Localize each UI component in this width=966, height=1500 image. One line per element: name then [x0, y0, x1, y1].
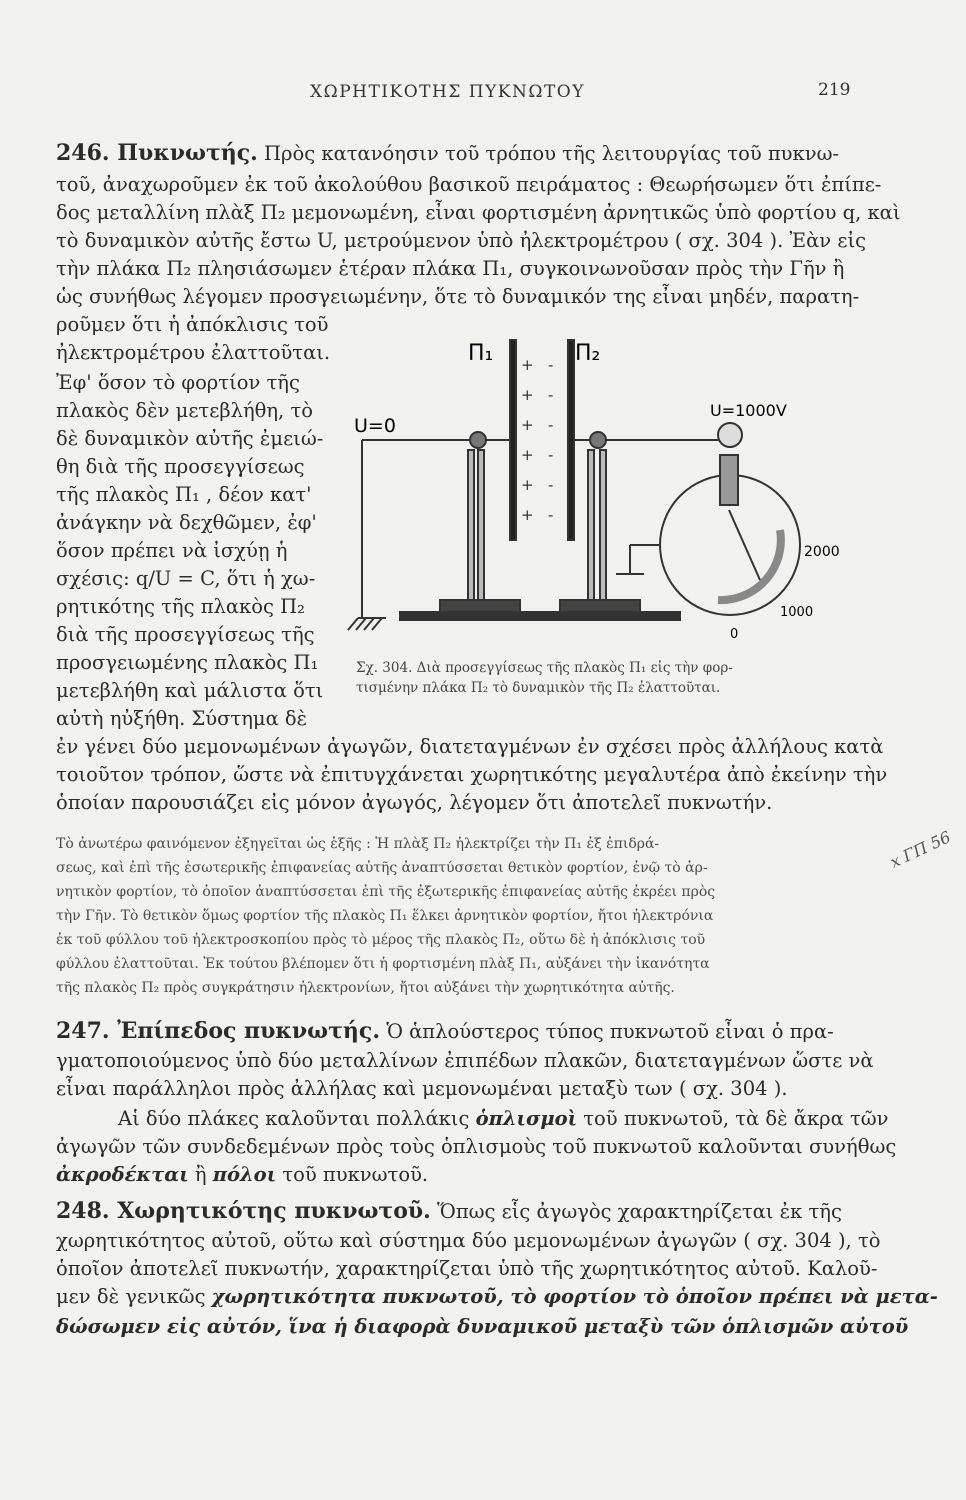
paragraph-line	[56, 1162, 856, 1188]
page-number: 219	[818, 80, 851, 100]
label-p1: Π₁	[468, 341, 494, 366]
paragraph-line: αὐτὴ ηὐξήθη. Σύστημα δὲ	[56, 707, 308, 730]
paragraph-line: δος μεταλλίνη πλὰξ Π₂ μεμονωμένη, εἶναι φορτισμένη ἀρνητικῶς ὑπὸ φορτίου q, καὶ	[56, 201, 901, 224]
paragraph-line: ἠλεκτρομέτρου ἐλαττοῦται.	[56, 341, 331, 364]
paragraph-line: ἀνάγκην νὰ δεχθῶμεν, ἐφ'	[56, 511, 317, 534]
note-line: ἐκ τοῦ φύλλου τοῦ ἠλεκτροσκοπίου πρὸς τὸ μέρος τῆς πλακὸς Π₂, οὕτω δὲ ἡ ἀπόκλισις τοῦ	[56, 932, 706, 948]
p1-insulator	[468, 450, 474, 600]
paragraph-line: ὅσον πρέπει νὰ ἰσχύῃ ἡ	[56, 539, 288, 562]
p1-insulator	[478, 450, 484, 600]
electrometer-knob	[718, 423, 742, 447]
paragraph-line: τὴν πλάκα Π₂ πλησιάσωμεν ἑτέραν πλάκα Π₁, συγκοινωνοῦσαν πρὸς τὴν Γῆν ἢ	[56, 257, 845, 280]
paragraph-line: διὰ τῆς προσεγγίσεως τῆς	[56, 623, 315, 646]
paragraph-line: ὁποίαν παρουσιάζει εἰς μόνον ἀγωγός, λέγομεν ὅτι ἀποτελεῖ πυκνωτήν.	[56, 791, 773, 814]
electrometer-scale	[718, 530, 781, 600]
figure-304	[340, 330, 860, 660]
note-line: νητικὸν φορτίον, τὸ ὁποῖον ἀναπτύσσεται ἐπὶ τῆς ἐξωτερικῆς ἐπιφανείας αὐτῆς ἐκρέει πρὸς	[56, 884, 716, 900]
section-246-heading: 246. Πυκνωτής.	[56, 140, 258, 166]
paragraph-line: πλακὸς δὲν μετεβλήθη, τὸ	[56, 399, 313, 422]
figure-caption-line-2: τισμένην πλάκα Π₂ τὸ δυναμικὸν τῆς Π₂ ἐλαττοῦται.	[356, 680, 721, 696]
note-line: τῆς πλακὸς Π₂ πρὸς συγκράτησιν ἠλεκτρονίων, ἤτοι αὐξάνει τὴν χωρητικότητα αὐτῆς.	[56, 980, 675, 996]
section-248-heading: 248. Χωρητικότης πυκνωτοῦ.	[56, 1198, 431, 1224]
plate-p1	[510, 340, 516, 540]
paragraph-line: θη διὰ τῆς προσεγγίσεως	[56, 455, 305, 478]
p2-base	[560, 600, 640, 612]
text-span: τοῦ πυκνωτοῦ, τὰ δὲ ἄκρα τῶν	[583, 1107, 889, 1130]
paragraph-line: ροῦμεν ὅτι ἡ ἀπόκλισις τοῦ	[56, 313, 329, 336]
section-248-text: Ὅπως εἷς ἀγωγὸς χαρακτηρίζεται ἐκ τῆς	[437, 1200, 842, 1223]
term-akrodektai: ἀκροδέκται	[56, 1163, 189, 1186]
paragraph-line	[56, 1284, 938, 1310]
scale-label-1000: 1000	[780, 605, 814, 620]
p2-insulator	[600, 450, 606, 600]
definition-emphasis: δώσωμεν εἰς αὐτόν, ἵνα ἡ διαφορὰ δυναμικοῦ μεταξὺ τῶν ὁπλισμῶν αὐτοῦ	[56, 1315, 909, 1338]
minus-sign: -	[548, 386, 554, 404]
text-span: μεν δὲ γενικῶς	[56, 1285, 206, 1308]
handwritten-margin-note: x ΓΠ 56	[887, 827, 954, 872]
term-oplismoi: ὁπλισμοὶ	[475, 1107, 578, 1130]
paragraph-line: ὁποῖον ἀποτελεῖ πυκνωτήν, χαρακτηρίζεται ὑπὸ τῆς χωρητικότητος αὐτοῦ. Καλοῦ-	[56, 1257, 878, 1280]
p2-ball	[590, 432, 606, 448]
plus-sign: +	[521, 356, 534, 374]
paragraph-line: ρητικότης τῆς πλακὸς Π₂	[56, 595, 305, 618]
electrometer-leaf	[729, 510, 760, 580]
capacitor-diagram	[340, 330, 860, 660]
scale-label-0: 0	[730, 627, 739, 642]
term-poloi: πόλοι	[212, 1163, 277, 1186]
paragraph-line: ἀγωγῶν τῶν συνδεδεμένων πρὸς τοὺς ὁπλισμοὺς τοῦ πυκνωτοῦ καλοῦνται συνήθως	[56, 1135, 897, 1158]
p1-base	[440, 600, 520, 612]
label-u-1000v: U=1000V	[710, 401, 787, 420]
paragraph-line: σχέσις: q/U = C, ὅτι ἡ χω-	[56, 567, 316, 590]
section-247-text: Ὁ ἁπλούστερος τύπος πυκνωτοῦ εἶναι ὁ πρα-	[386, 1020, 834, 1043]
scale-label-2000: 2000	[804, 544, 840, 560]
label-p2: Π₂	[575, 341, 601, 366]
paragraph-line: γματοποιούμενος ὑπὸ δύο μεταλλίνων ἐπιπέδων πλακῶν, διατεταγμένων ὥστε νὰ	[56, 1049, 874, 1072]
minus-sign: -	[548, 356, 554, 374]
minus-sign: -	[548, 416, 554, 434]
figure-caption-line-1: Σχ. 304. Διὰ προσεγγίσεως τῆς πλακὸς Π₁ εἰς τὴν φορ-	[356, 660, 733, 676]
note-line: Τὸ ἀνωτέρω φαινόμενον ἐξηγεῖται ὡς ἑξῆς : Ἡ πλὰξ Π₂ ἠλεκτρίζει τὴν Π₁ ἐξ ἐπιδρά-	[56, 836, 660, 852]
section-247-line-1	[56, 1018, 856, 1045]
plus-sign: +	[521, 416, 534, 434]
paragraph-line: τὸ δυναμικὸν αὐτῆς ἔστω U, μετρούμενον ὑπὸ ἠλεκτρομέτρου ( σχ. 304 ). Ἐὰν εἰς	[56, 229, 867, 252]
paragraph-line: μετεβλήθη καὶ μάλιστα ὅτι	[56, 679, 324, 702]
running-title: ΧΩΡΗΤΙΚΟΤΗΣ ΠΥΚΝΩΤΟΥ	[310, 82, 585, 102]
definition-emphasis: χωρητικότητα πυκνωτοῦ, τὸ φορτίον τὸ ὁποῖον πρέπει νὰ μετα-	[211, 1285, 938, 1308]
text-span: ἢ	[194, 1163, 207, 1186]
paragraph-line: χωρητικότητος αὐτοῦ, οὕτω καὶ σύστημα δύο μεμονωμένων ἀγωγῶν ( σχ. 304 ), τὸ	[56, 1229, 881, 1252]
paragraph-line: Ἐφ' ὅσον τὸ φορτίον τῆς	[56, 371, 300, 394]
note-line: τὴν Γῆν. Τὸ θετικὸν ὅμως φορτίον τῆς πλακὸς Π₁ ἕλκει ἀρνητικὸν φορτίον, ἤτοι ἠλεκτρόνια	[56, 908, 714, 924]
minus-sign: -	[548, 476, 554, 494]
bench-base	[400, 612, 680, 620]
section-246-text: Πρὸς κατανόησιν τοῦ τρόπου τῆς λειτουργίας τοῦ πυκνω-	[264, 142, 840, 165]
plus-sign: +	[521, 506, 534, 524]
paragraph-line	[56, 1314, 909, 1340]
paragraph-line: εἶναι παράλληλοι πρὸς ἀλλήλας καὶ μεμονωμέναι μεταξὺ των ( σχ. 304 ).	[56, 1077, 788, 1100]
text-span: τοῦ πυκνωτοῦ.	[282, 1163, 429, 1186]
paragraph-line: προσγειωμένης πλακὸς Π₁	[56, 651, 319, 674]
plus-sign: +	[521, 386, 534, 404]
note-line: φύλλου ἐλαττοῦται. Ἐκ τούτου βλέπομεν ὅτι ἡ φορτισμένη πλὰξ Π₁, αὐξάνει τὴν ἱκανότητα	[56, 956, 710, 972]
minus-sign: -	[548, 446, 554, 464]
section-246-line-1	[56, 140, 856, 167]
section-247-heading: 247. Ἐπίπεδος πυκνωτής.	[56, 1018, 380, 1044]
p2-insulator	[588, 450, 594, 600]
paragraph-line: τῆς πλακὸς Π₁ , δέον κατ'	[56, 483, 312, 506]
paragraph-line: τοιοῦτον τρόπον, ὥστε νὰ ἐπιτυγχάνεται χωρητικότης μεγαλυτέρα ἀπὸ ἐκείνην τὴν	[56, 763, 888, 786]
section-248-line-1	[56, 1198, 856, 1225]
text-span: Αἱ δύο πλάκες καλοῦνται πολλάκις	[118, 1107, 470, 1130]
p1-ball	[470, 432, 486, 448]
note-line: σεως, καὶ ἐπὶ τῆς ἐσωτερικῆς ἐπιφανείας αὐτῆς ἀναπτύσσεται θετικὸν φορτίον, ἐνῷ τὸ ἀρ-	[56, 860, 708, 876]
label-u-zero: U=0	[354, 415, 396, 437]
electrometer-rod	[720, 455, 738, 505]
plus-sign: +	[521, 476, 534, 494]
plus-sign: +	[521, 446, 534, 464]
paragraph-line: δὲ δυναμικὸν αὐτῆς ἐμειώ-	[56, 427, 324, 450]
plate-p2	[568, 340, 574, 540]
paragraph-line	[56, 1106, 889, 1132]
paragraph-line: τοῦ, ἀναχωροῦμεν ἐκ τοῦ ἀκολούθου βασικοῦ πειράματος : Θεωρήσωμεν ὅτι ἐπίπε-	[56, 173, 882, 196]
paragraph-line: ὡς συνήθως λέγομεν προσγειωμένην, ὅτε τὸ δυναμικόν της εἶναι μηδέν, παρατη-	[56, 285, 860, 308]
paragraph-line: ἐν γένει δύο μεμονωμένων ἀγωγῶν, διατεταγμένων ἐν σχέσει πρὸς ἀλλήλους κατὰ	[56, 735, 884, 758]
minus-sign: -	[548, 506, 554, 524]
